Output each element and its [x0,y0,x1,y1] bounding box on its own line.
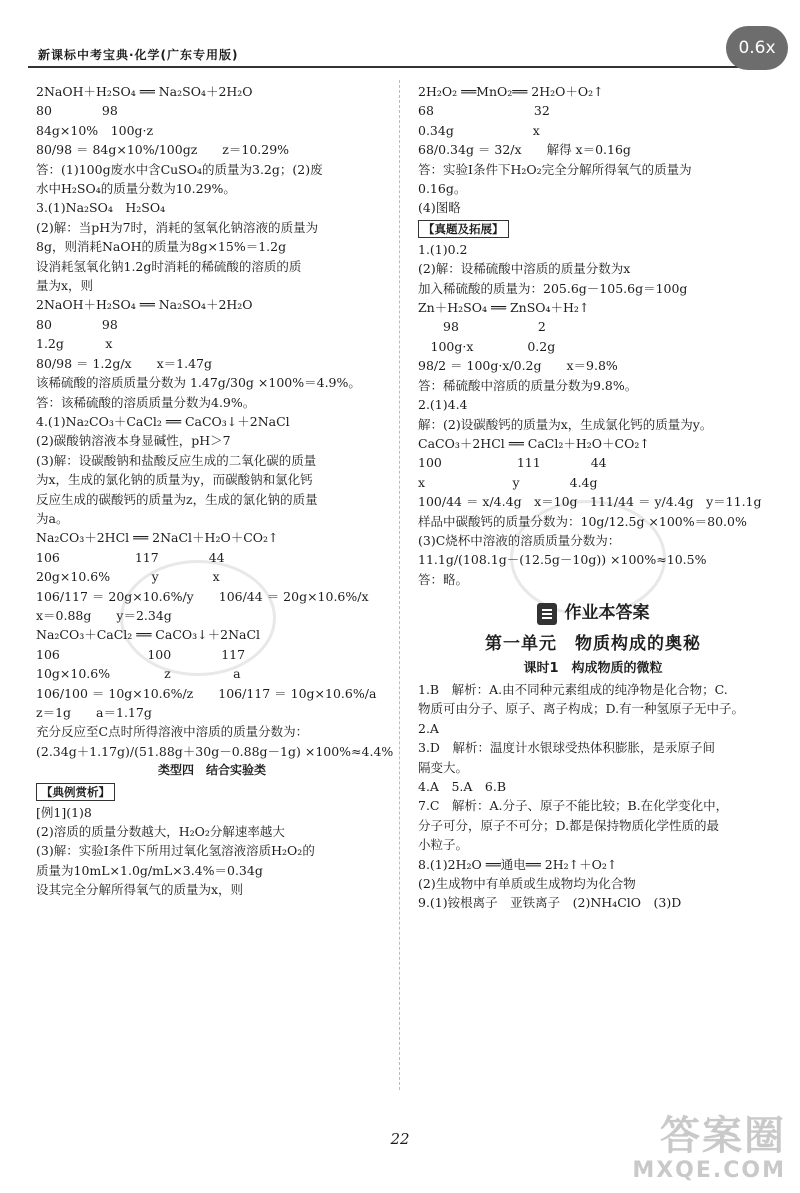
text-line: 100 111 44 [418,455,607,471]
answer-line: 9.(1)铵根离子 亚铁离子 (2)NH₄ClO (3)D [418,895,682,911]
answer-line: 7.C 解析：A.分子、原子不能比较；B.在化学变化中， [418,798,729,814]
lesson-title: 课时1 构成物质的微粒 [523,660,663,676]
header-title: 新课标中考宝典·化学(广东专用版) [38,48,239,62]
text-line: 80 98 [36,316,118,332]
watermark-logo [632,1114,786,1183]
text-line: 解：(2)设碳酸钙的质量为x，生成氯化钙的质量为y。 [418,416,713,432]
text-line: CaCO₃＋2HCl ══ CaCl₂＋H₂O＋CO₂↑ [418,435,650,451]
text-line: (2)溶质的质量分数越大，H₂O₂分解速率越大 [36,824,285,840]
text-line: 为a。 [36,510,69,526]
text-line: [例1](1)8 [36,804,92,820]
text-line: 充分反应至C点时所得溶液中溶质的质量分数为： [36,724,309,740]
section-tag: 【典例赏析】 [36,783,115,801]
text-line: 100g·x 0.2g [418,338,556,354]
text-line: 1.2g x [36,336,113,352]
text-line: (2)解：当pH为7时，消耗的氢氧化钠溶液的质量为 [36,219,319,235]
text-line: 100/44 ＝ x/4.4g x＝10g 111/44 ＝ y/4.4g y＝11.1g [418,494,762,510]
text-line: 3.(1)Na₂SO₄ H₂SO₄ [36,200,166,216]
text-line: (3)解：实验Ⅰ条件下所用过氧化氢溶液溶质H₂O₂的 [36,843,315,859]
playback-speed-badge[interactable]: 0.6x [726,26,788,70]
text-line: 质量为10mL×1.0g/mL×3.4%＝0.34g [36,862,263,878]
book-icon [537,603,557,625]
text-line: 98 2 [418,319,546,335]
text-line: 11.1g/(108.1g－(12.5g－10g)) ×100%≈10.5% [418,552,707,568]
text-line: 0.16g。 [418,181,467,197]
text-line: 该稀硫酸的溶质质量分数为 1.47g/30g ×100%＝4.9%。 [36,375,361,391]
section-tag: 【真题及拓展】 [418,220,509,238]
text-line: 0.34g x [418,122,540,138]
text-line: 答：稀硫酸中溶质的质量分数为9.8%。 [418,377,638,393]
text-line: 20g×10.6% y x [36,569,220,585]
text-line: (4)图略 [418,200,461,216]
section-heading: 类型四 结合实验类 [157,763,266,778]
answer-line: 1.B 解析：A.由不同种元素组成的纯净物是化合物；C. [418,681,728,697]
text-line: 加入稀硫酸的质量为：205.6g－105.6g＝100g [418,280,688,296]
text-line: (2)碳酸钠溶液本身显碱性，pH＞7 [36,433,231,449]
answer-line: 2.A [418,720,439,736]
text-line: 8g，则消耗NaOH的质量为8g×15%＝1.2g [36,239,287,255]
text-line: 10g×10.6% z a [36,666,241,682]
text-line: Na₂CO₃＋CaCl₂ ══ CaCO₃↓＋2NaCl [36,627,261,643]
text-line: Zn＋H₂SO₄ ══ ZnSO₄＋H₂↑ [418,300,590,316]
answer-title-text: 作业本答案 [564,603,650,624]
unit-title: 第一单元 物质构成的奥秘 [485,634,701,655]
answer-line: 物质可由分子、原子、离子构成；D.有一种氢原子无中子。 [418,701,745,717]
text-line: 98/2 ＝ 100g·x/0.2g x＝9.8% [418,358,618,374]
answer-section-title [418,603,768,625]
text-line: 106 100 117 [36,646,246,662]
text-line: 68 32 [418,103,550,119]
text-line: 68/0.34g ＝ 32/x 解得 x＝0.16g [418,142,631,158]
text-line: (3)解：设碳酸钠和盐酸反应生成的二氧化碳的质量 [36,452,317,468]
right-column [418,82,768,913]
answer-line: 4.A 5.A 6.B [418,779,507,794]
text-line: 80/98 ＝ 1.2g/x x＝1.47g [36,355,212,371]
answer-line: 3.D 解析：温度计水银球受热体积膨胀，是汞原子间 [418,740,715,756]
text-line: (2.34g＋1.17g)/(51.88g＋30g－0.88g－1g) ×100%≈4.4% [36,743,394,759]
text-line: 设消耗氢氧化钠1.2g时消耗的稀硫酸的溶质的质 [36,258,302,274]
text-line: z＝1g a＝1.17g [36,705,152,720]
watermark-text: 答案圈 [660,1113,786,1159]
answer-line: 隔变大。 [418,759,469,775]
text-line: 设其完全分解所得氧气的质量为x，则 [36,882,244,898]
text-line: 106/100 ＝ 10g×10.6%/z 106/117 ＝ 10g×10.6%/a [36,685,377,701]
text-line: 为x，生成的氯化钠的质量为y，而碳酸钠和氯化钙 [36,472,313,488]
text-line: 84g×10% 100g·z [36,122,154,138]
text-line: 水中H₂SO₄的质量分数为10.29%。 [36,181,236,197]
text-line: 2.(1)4.4 [418,397,468,413]
text-line: 106/117 ＝ 20g×10.6%/y 106/44 ＝ 20g×10.6%/x [36,588,369,604]
text-line: 106 117 44 [36,549,225,565]
text-line: 答：该稀硫酸的溶质质量分数为4.9%。 [36,394,256,410]
answer-line: 分子可分，原子不可分；D.都是保持物质化学性质的最 [418,817,720,833]
page-header [28,44,760,68]
answer-line: 8.(1)2H₂O ══通电══ 2H₂↑＋O₂↑ [418,856,618,872]
text-line: 1.(1)0.2 [418,241,468,257]
text-line: 答：实验Ⅰ条件下H₂O₂完全分解所得氧气的质量为 [418,161,692,177]
text-line: (3)C烧杯中溶液的溶质质量分数为： [418,532,621,548]
text-line: 4.(1)Na₂CO₃＋CaCl₂ ══ CaCO₃↓＋2NaCl [36,413,290,429]
text-line: 答：(1)100g废水中含CuSO₄的质量为3.2g；(2)废 [36,161,323,177]
column-divider [399,80,400,1090]
text-line: 反应生成的碳酸钙的质量为z，生成的氯化钠的质量 [36,491,318,507]
text-line: Na₂CO₃＋2HCl ══ 2NaCl＋H₂O＋CO₂↑ [36,530,279,546]
text-line: 答：略。 [418,571,469,587]
answer-line: 小粒子。 [418,837,469,853]
text-line: x＝0.88g y＝2.34g [36,607,172,623]
watermark-url: MXQE.COM [632,1158,786,1183]
text-line: 80 98 [36,103,118,119]
text-line: 2NaOH＋H₂SO₄ ══ Na₂SO₄＋2H₂O [36,297,253,313]
text-line: 80/98 ＝ 84g×10%/100gz z＝10.29% [36,142,290,158]
text-line: 量为x，则 [36,278,94,294]
left-column [36,82,394,900]
page-number: 22 [390,1130,410,1148]
text-line: 样品中碳酸钙的质量分数为：10g/12.5g ×100%＝80.0% [418,513,747,529]
text-line: x y 4.4g [418,474,598,490]
text-line: 2H₂O₂ ══MnO₂══ 2H₂O＋O₂↑ [418,84,604,99]
text-line: 2NaOH＋H₂SO₄ ══ Na₂SO₄＋2H₂O [36,84,253,99]
text-line: (2)解：设稀硫酸中溶质的质量分数为x [418,261,631,277]
answer-line: (2)生成物中有单质或生成物均为化合物 [418,876,636,892]
